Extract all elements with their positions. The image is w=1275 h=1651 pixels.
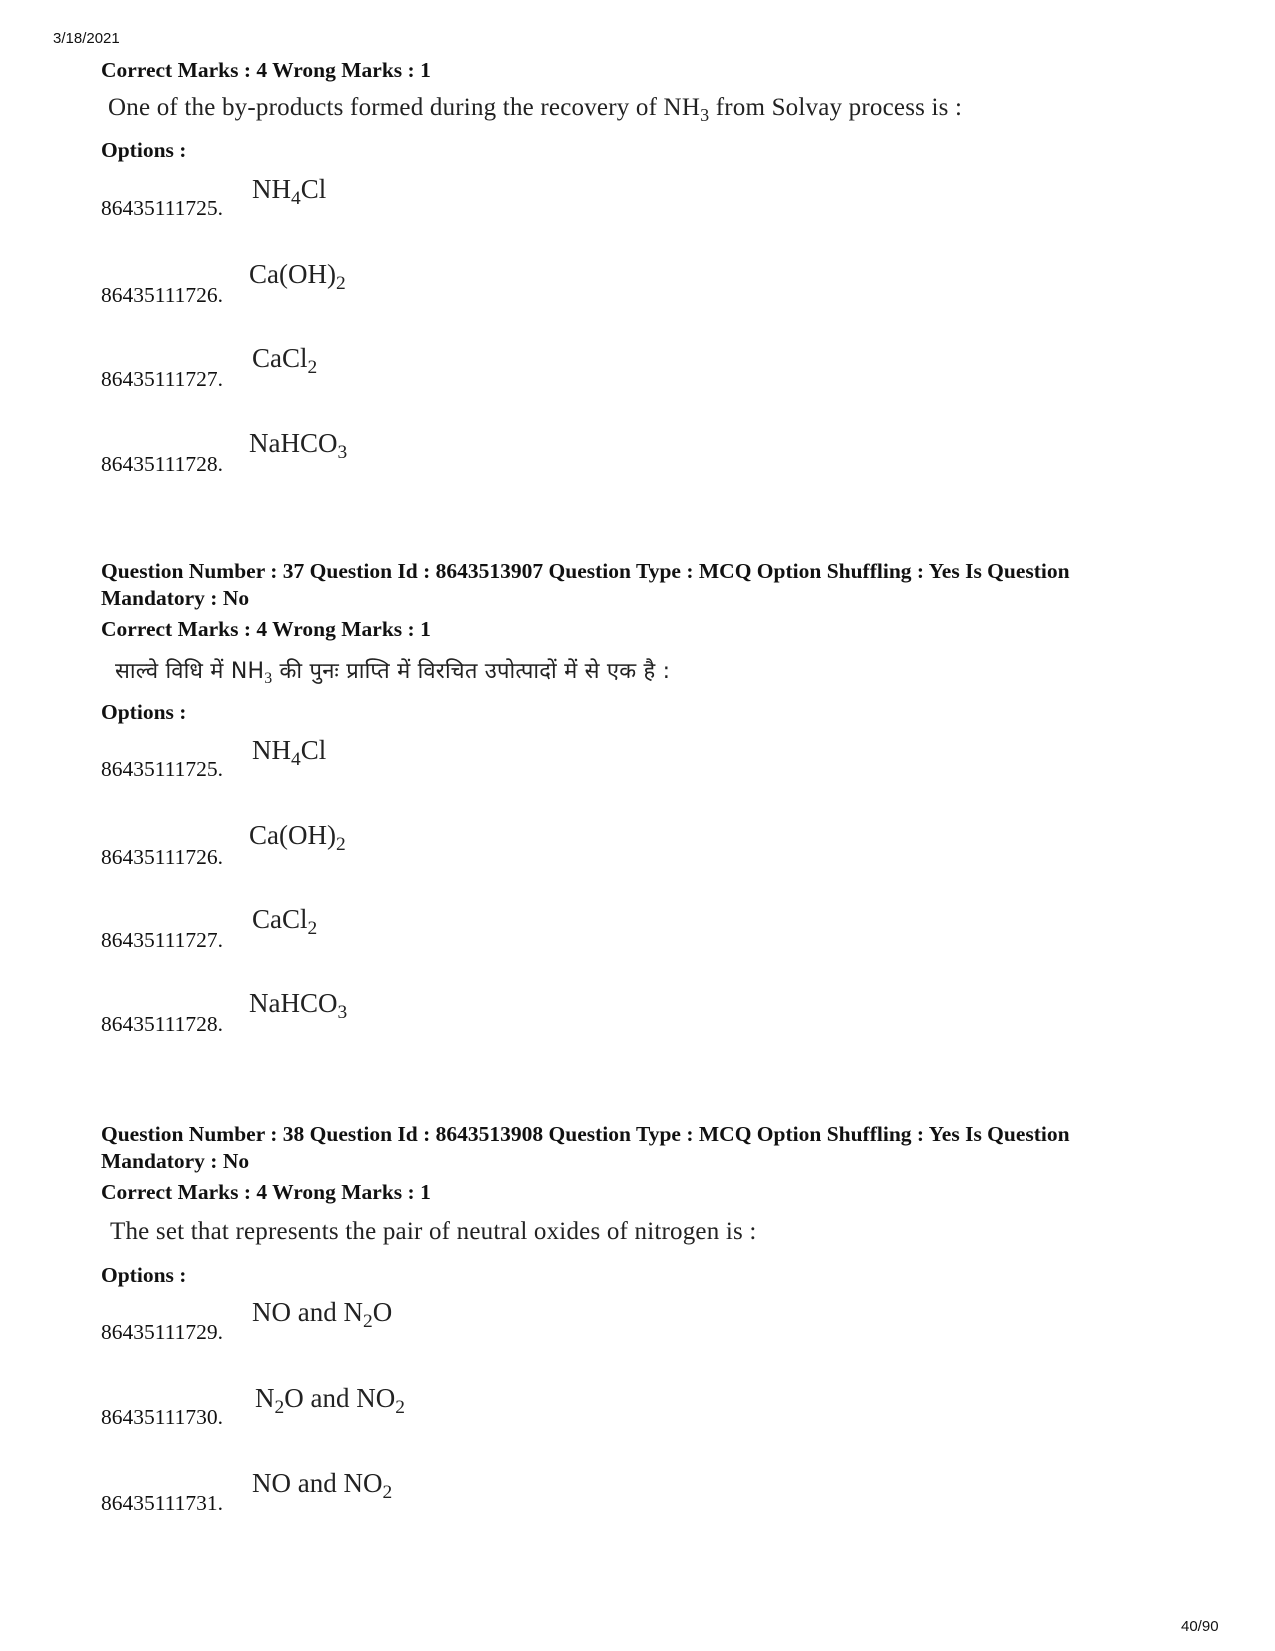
option-formula: NO and $N_2O$ <box>252 1297 393 1333</box>
options-label: Options : <box>101 138 187 162</box>
option-formula: NaHCO$_3$ <box>249 428 348 464</box>
question-text: साल्वे विधि में $NH_3$ की पुनः प्राप्ति में विरचित उपोत्पादों में से एक है : <box>115 659 671 688</box>
option-formula: $Ca(OH)_2$ <box>249 259 346 295</box>
question-text: One of the by-products formed during the recovery of $NH_3$ from Solvay process is : <box>108 94 963 125</box>
option-formula: $N_2O$ and $NO_2$ <box>255 1383 405 1419</box>
options-label: Options : <box>101 1263 187 1287</box>
option-formula: $NH_4Cl$ <box>252 735 327 771</box>
option-formula: CaCl$_2$ <box>252 904 318 940</box>
question-text: The set that represents the pair of neutral oxides of nitrogen is : <box>110 1218 757 1245</box>
marks-line: Correct Marks : 4 Wrong Marks : 1 <box>101 1180 431 1204</box>
option-id: 86435111728. <box>101 1012 224 1036</box>
option-id: 86435111727. <box>101 367 224 391</box>
option-formula: NO and $NO_2$ <box>252 1468 393 1504</box>
marks-line: Correct Marks : 4 Wrong Marks : 1 <box>101 58 431 82</box>
page-number: 40/90 <box>1181 1618 1219 1635</box>
option-id: 86435111726. <box>101 283 224 307</box>
option-id: 86435111728. <box>101 452 224 476</box>
options-label: Options : <box>101 700 187 724</box>
option-formula: NaHCO$_3$ <box>249 988 348 1024</box>
option-id: 86435111731. <box>101 1491 224 1515</box>
option-id: 86435111726. <box>101 845 224 869</box>
option-formula: $Ca(OH)_2$ <box>249 820 346 856</box>
option-id: 86435111725. <box>101 196 224 220</box>
option-id: 86435111729. <box>101 1320 224 1344</box>
print-date: 3/18/2021 <box>53 30 120 47</box>
option-id: 86435111727. <box>101 928 224 952</box>
option-formula: CaCl$_2$ <box>252 343 318 379</box>
option-id: 86435111730. <box>101 1405 224 1429</box>
question-header: Question Number : 38 Question Id : 8643513908 Question Type : MCQ Option Shuffling : Yes Is Question Mandatory : No <box>101 1122 1070 1173</box>
option-formula: $NH_4Cl$ <box>252 174 327 210</box>
option-id: 86435111725. <box>101 757 224 781</box>
marks-line: Correct Marks : 4 Wrong Marks : 1 <box>101 617 431 641</box>
question-header: Question Number : 37 Question Id : 8643513907 Question Type : MCQ Option Shuffling : Yes Is Question Mandatory : No <box>101 559 1070 610</box>
